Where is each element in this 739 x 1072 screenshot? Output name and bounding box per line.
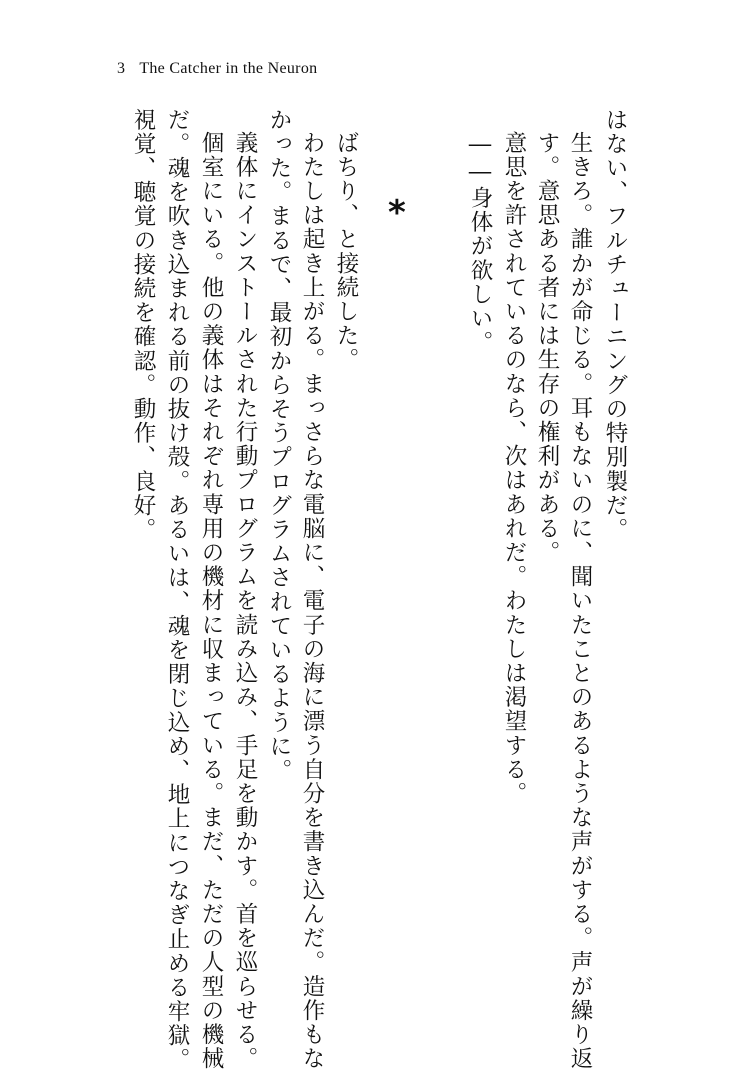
text-line-10: 個室にいる。他の義体はそれぞれ専用の機材に収まっている。まだ、ただの人型の機械	[198, 131, 224, 1071]
text-line-11: だ。魂を吹き込まれる前の抜け殻。あるいは、魂を閉じ込め、地上につなぎ止める牢獄。	[164, 108, 190, 1072]
text-line-12: 視覚、聴覚の接続を確認。動作、良好。	[130, 108, 156, 542]
section-break-asterisk: *	[388, 193, 406, 233]
text-line-2: 生きろ。誰かが命じる。耳もないのに、聞いたことのあるような声がする。声が繰り返	[567, 131, 593, 1071]
text-line-8: かった。まるで、最初からそうプログラムされているように。	[266, 108, 292, 783]
text-line-5: ――身体が欲しい。	[467, 131, 493, 355]
text-line-1: はない、フルチューニングの特別製だ。	[602, 108, 628, 542]
text-line-3: す。意思ある者には生存の権利がある。	[534, 131, 560, 565]
running-header	[117, 60, 317, 78]
text-line-4: 意思を許されているのなら、次はあれだ。わたしは渇望する。	[501, 131, 527, 806]
text-line-6: ばちり、と接続した。	[333, 131, 359, 372]
page-number: 3	[117, 60, 126, 77]
text-line-7: わたしは起き上がる。まっさらな電脳に、電子の海に漂う自分を書き込んだ。造作もな	[299, 131, 325, 1071]
text-line-9: 義体にインストールされた行動プログラムを読み込み、手足を動かす。首を巡らせる。	[232, 131, 258, 1071]
chapter-title: The Catcher in the Neuron	[139, 60, 318, 77]
